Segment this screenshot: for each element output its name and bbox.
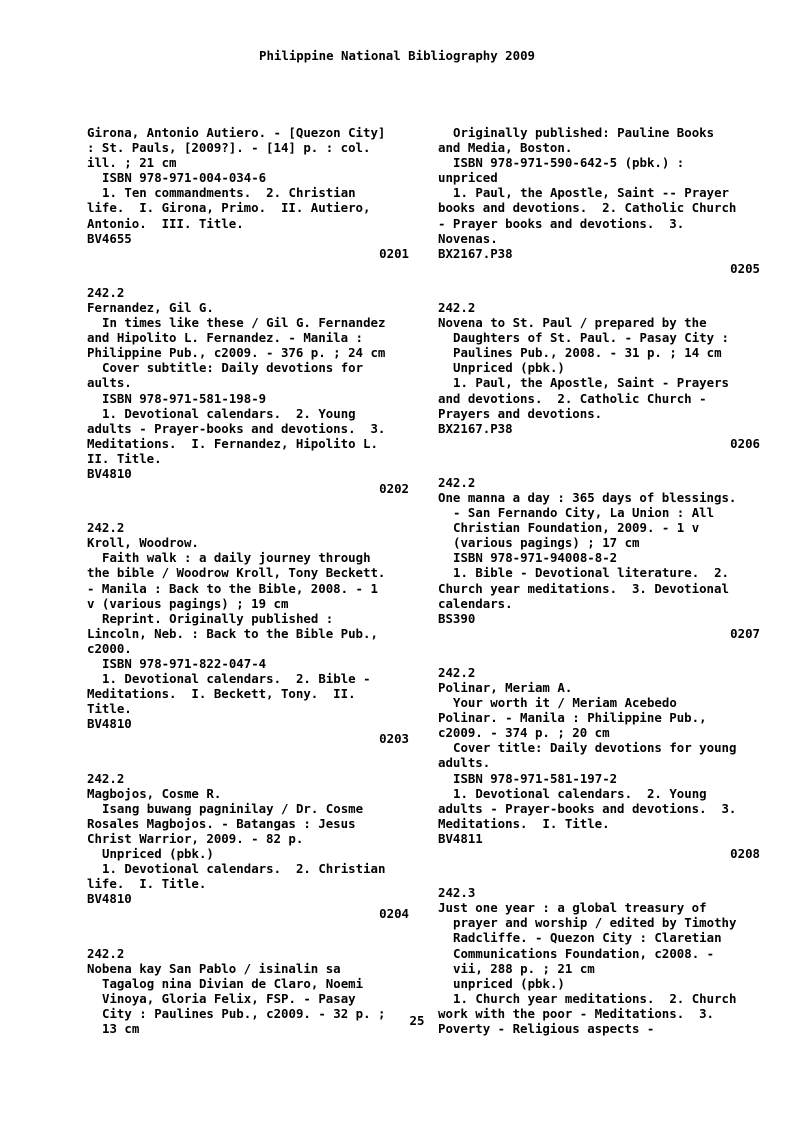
entry-line: 1. Devotional calendars. 2. Christian [102, 861, 386, 877]
bibliography-entry [87, 125, 409, 261]
entry-line: ISBN 978-971-822-047-4 [102, 656, 267, 671]
entry-line: Reprint. Originally published : [102, 610, 334, 626]
entry-line: 242.2 [87, 770, 125, 786]
entry-line: ISBN 978-971-581-197-2 [453, 770, 618, 786]
entry-line: 242.2 [87, 284, 125, 300]
entry-line: Novena to St. Paul / prepared by the [438, 315, 707, 331]
entry-line: Meditations. I. Title. [438, 815, 610, 831]
entry-line: Polinar, Meriam A. [438, 680, 573, 695]
entry-number: 0207 [730, 625, 760, 641]
entry-line: life. I. Title. [87, 876, 207, 892]
entry-line: Just one year : a global treasury of [438, 900, 707, 916]
entry-line: Rosales Magbojos. - Batangas : Jesus [87, 815, 356, 831]
right-column [438, 125, 760, 1036]
entry-line: c2009. - 374 p. ; 20 cm [438, 725, 610, 741]
left-column [87, 125, 409, 1036]
entry-line: Cover title: Daily devotions for young [453, 740, 737, 756]
entry-line: Radcliffe. - Quezon City : Claretian [453, 930, 722, 946]
entry-line: books and devotions. 2. Catholic Church [438, 200, 737, 216]
entry-line: 242.2 [87, 520, 125, 536]
entry-number: 0202 [379, 481, 409, 497]
entry-line: BV4810 [87, 891, 132, 907]
entry-line: Girona, Antonio Autiero. - [Quezon City] [87, 125, 386, 140]
entry-line: vii, 288 p. ; 21 cm [453, 960, 595, 976]
entry-line: and Media, Boston. [438, 140, 573, 156]
entry-number: 0208 [730, 846, 760, 862]
entry-line: 1. Church year meditations. 2. Church [453, 990, 737, 1006]
entry-line: BX2167.P38 [438, 420, 513, 436]
entry-line: 1. Paul, the Apostle, Saint -- Prayer [453, 185, 730, 201]
page-header: Philippine National Bibliography 2009 [258, 48, 535, 63]
entry-line: Prayers and devotions. [438, 405, 603, 421]
entry-line: Magbojos, Cosme R. [87, 785, 222, 801]
entry-line: 1. Paul, the Apostle, Saint - Prayers [453, 375, 730, 391]
entry-line: Novenas. [438, 230, 498, 246]
entry-line: Polinar. - Manila : Philippine Pub., [438, 710, 707, 726]
entry-line: 13 cm [102, 1020, 140, 1036]
entry-line: 242.2 [87, 945, 125, 961]
entry-line: - Prayer books and devotions. 3. [438, 215, 685, 231]
entry-line: BX2167.P38 [438, 245, 513, 261]
entry-line: Originally published: Pauline Books [453, 125, 715, 140]
bibliography-entry [438, 300, 760, 451]
entry-line: prayer and worship / edited by Timothy [453, 915, 737, 931]
entry-line: BS390 [438, 610, 476, 626]
entry-line: Faith walk : a daily journey through [102, 550, 371, 566]
entry-line: Nobena kay San Pablo / isinalin sa [87, 960, 341, 976]
entry-number: 0201 [379, 245, 409, 261]
entry-line: Paulines Pub., 2008. - 31 p. ; 14 cm [453, 345, 722, 361]
entry-line: Antonio. III. Title. [87, 215, 244, 231]
entry-line: BV4811 [438, 830, 483, 846]
entry-line: adults - Prayer-books and devotions. 3. [438, 800, 737, 816]
entry-line: adults. [438, 755, 491, 771]
entry-line: - San Fernando City, La Union : All [453, 505, 715, 521]
entry-line: Unpriced (pbk.) [453, 360, 565, 376]
entry-line: Christian Foundation, 2009. - 1 v [453, 520, 700, 536]
entry-line: BV4810 [87, 716, 132, 732]
entry-line: ISBN 978-971-590-642-5 (pbk.) : [453, 155, 685, 171]
entry-number: 0203 [379, 731, 409, 747]
entry-line: 1. Devotional calendars. 2. Bible - [102, 671, 371, 687]
entry-line: Christ Warrior, 2009. - 82 p. [87, 830, 304, 846]
entry-line: One manna a day : 365 days of blessings. [438, 489, 737, 505]
entry-line: Communications Foundation, c2008. - [453, 945, 715, 961]
entry-line: : St. Pauls, [2009?]. - [14] p. : col. [87, 140, 371, 156]
bibliography-entry [438, 665, 760, 861]
entry-line: 1. Devotional calendars. 2. Young [102, 405, 356, 421]
bibliography-entry [438, 475, 760, 641]
entry-line: calendars. [438, 595, 513, 611]
bibliography-entry [438, 125, 760, 276]
bibliography-entry [87, 520, 409, 746]
entry-line: ISBN 978-971-004-034-6 [102, 170, 267, 186]
entry-line: 1. Ten commandments. 2. Christian [102, 185, 356, 201]
bibliography-entry [87, 285, 409, 496]
entry-line: BV4655 [87, 230, 132, 246]
entry-line: II. Title. [87, 450, 162, 466]
entry-line: life. I. Girona, Primo. II. Autiero, [87, 200, 371, 216]
entry-line: In times like these / Gil G. Fernandez [102, 315, 386, 331]
entry-line: - Manila : Back to the Bible, 2008. - 1 [87, 580, 378, 596]
entry-line: Title. [87, 701, 132, 717]
entry-line: c2000. [87, 640, 132, 656]
entry-line: ill. ; 21 cm [87, 155, 177, 171]
entry-line: BV4810 [87, 465, 132, 481]
entry-line: Your worth it / Meriam Acebedo [453, 695, 677, 711]
entry-line: 1. Devotional calendars. 2. Young [453, 785, 707, 801]
entry-line: Daughters of St. Paul. - Pasay City : [453, 330, 730, 346]
entry-line: Unpriced (pbk.) [102, 846, 214, 862]
entry-number: 0205 [730, 260, 760, 276]
entry-line: unpriced [438, 170, 498, 186]
entry-line: ISBN 978-971-581-198-9 [102, 390, 267, 406]
entry-line: v (various pagings) ; 19 cm [87, 595, 289, 611]
entry-number: 0204 [379, 906, 409, 922]
entry-line: Kroll, Woodrow. [87, 535, 199, 551]
entry-line: adults - Prayer-books and devotions. 3. [87, 420, 386, 436]
bibliography-entry [87, 771, 409, 922]
entry-line: ISBN 978-971-94008-8-2 [453, 550, 618, 566]
entry-line: Isang buwang pagninilay / Dr. Cosme [102, 800, 364, 816]
entry-line: 242.2 [438, 299, 476, 315]
entry-line: Lincoln, Neb. : Back to the Bible Pub., [87, 625, 378, 641]
entry-number: 0206 [730, 435, 760, 451]
entry-line: aults. [87, 375, 132, 391]
entry-line: 242.2 [438, 664, 476, 680]
entry-line: Fernandez, Gil G. [87, 299, 214, 315]
entry-line: 1. Bible - Devotional literature. 2. [453, 565, 730, 581]
entry-line: and devotions. 2. Catholic Church - [438, 390, 707, 406]
entry-line: Church year meditations. 3. Devotional [438, 580, 729, 596]
entry-line: 242.2 [438, 474, 476, 490]
entry-line: Tagalog nina Divian de Claro, Noemi [102, 975, 364, 991]
entry-line: unpriced (pbk.) [453, 975, 565, 991]
entry-line: work with the poor - Meditations. 3. [438, 1005, 715, 1021]
entry-line: Cover subtitle: Daily devotions for [102, 360, 364, 376]
entry-line: Vinoya, Gloria Felix, FSP. - Pasay [102, 990, 356, 1006]
entry-line: City : Paulines Pub., c2009. - 32 p. ; [102, 1005, 386, 1021]
entry-line: 242.3 [438, 885, 476, 901]
entry-line: Poverty - Religious aspects - [438, 1020, 655, 1036]
entry-line: Meditations. I. Beckett, Tony. II. [87, 686, 356, 702]
entry-line: (various pagings) ; 17 cm [453, 535, 640, 551]
entry-line: the bible / Woodrow Kroll, Tony Beckett. [87, 565, 386, 581]
entry-line: Philippine Pub., c2009. - 376 p. ; 24 cm [87, 345, 386, 361]
entry-line: Meditations. I. Fernandez, Hipolito L. [87, 435, 378, 451]
page-number: 25 [409, 1013, 425, 1028]
entry-line: and Hipolito L. Fernandez. - Manila : [87, 330, 364, 346]
